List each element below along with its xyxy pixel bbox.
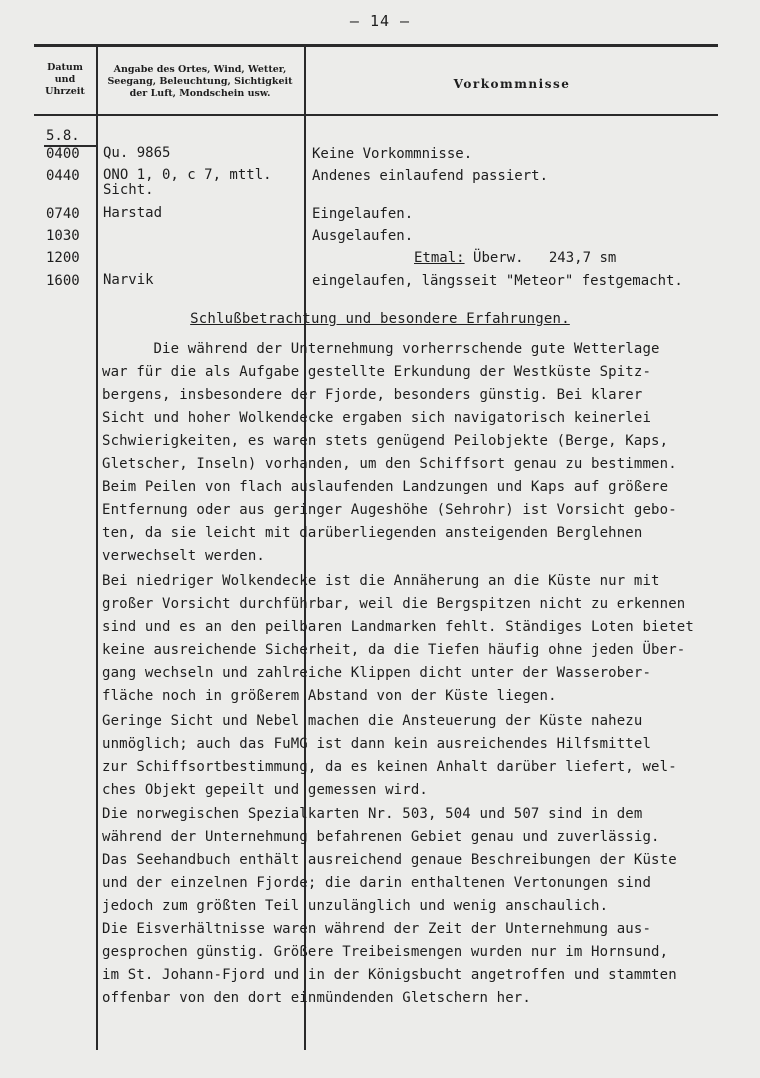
header-location-line: Angabe des Ortes, Wind, Wetter, [113,64,287,75]
log-location: Qu. 9865 [103,145,171,161]
prose-line: verwechselt werden. [102,548,265,564]
prose-line: Entfernung oder aus geringer Augeshöhe (Sehrohr) ist Vorsicht gebo- [102,502,677,518]
log-time: 1600 [46,273,80,289]
prose-line: keine ausreichende Sicherheit, da die Tiefen häufig ohne jeden Über- [102,642,686,658]
log-row [0,250,760,272]
prose-line: ten, da sie leicht mit darüberliegenden ansteigenden Berglehnen [102,525,643,541]
date-label: 5.8. [46,128,80,144]
header-events-column: Vorkommnisse [453,77,571,91]
prose-line: Die Eisverhältnisse waren während der Zeit der Unternehmung aus- [102,921,652,937]
log-event: Ausgelaufen. [312,228,414,244]
prose-line: war für die als Aufgabe gestellte Erkundung der Westküste Spitz- [102,364,652,380]
etmal-label: Etmal: [414,250,465,266]
prose-line: ches Objekt gepeilt und gemessen wird. [102,782,428,798]
log-event: Eingelaufen. [312,206,414,222]
log-location: Harstad [103,205,163,221]
log-event: Andenes einlaufend passiert. [312,168,549,184]
prose-line: Schwierigkeiten, es waren stets genügend Peilobjekte (Berge, Kaps, [102,433,669,449]
log-time: 0440 [46,168,80,184]
log-time: 1200 [46,250,80,266]
prose-line: Gletscher, Inseln) vorhanden, um den Schiffsort genau zu bestimmen. [102,456,677,472]
prose-line: sind und es an den peilbaren Landmarken fehlt. Ständiges Loten bietet [102,619,694,635]
prose-line: gesprochen günstig. Größere Treibeismengen wurden nur im Hornsund, [102,944,669,960]
header-date-line: Uhrzeit [45,86,85,97]
log-event [414,250,616,266]
column-divider-1 [96,46,98,1050]
prose-line: unmöglich; auch das FuMG ist dann kein ausreichendes Hilfsmittel [102,736,652,752]
log-event: Keine Vorkommnisse. [312,146,473,162]
log-row [0,228,760,250]
section-title: Schlußbetrachtung und besondere Erfahrungen. [190,311,570,327]
log-row [0,206,760,228]
prose-line: während der Unternehmung befahrenen Gebiet genau und zuverlässig. [102,829,660,845]
header-bottom-rule [34,114,718,116]
header-location-column [98,64,302,100]
prose-line: fläche noch in größerem Abstand von der Küste liegen. [102,688,557,704]
prose-line: im St. Johann-Fjord und in der Königsbucht angetroffen und stammten [102,967,677,983]
prose-line: jedoch zum größten Teil unzulänglich und wenig anschaulich. [102,898,609,914]
etmal-value: Überw. 243,7 sm [473,250,617,266]
prose-line: Sicht und hoher Wolkendecke ergaben sich navigatorisch keinerlei [102,410,652,426]
header-location-line: Seegang, Beleuchtung, Sichtigkeit [107,76,293,87]
header-location-line: der Luft, Mondschein usw. [129,88,271,99]
header-date-column [36,62,94,98]
prose-line: Geringe Sicht und Nebel machen die Ansteuerung der Küste nahezu [102,713,643,729]
log-location-line: ONO 1, 0, c 7, mttl. [103,167,272,183]
top-rule [34,44,718,47]
page-number: – 14 – [349,12,411,30]
log-time: 0740 [46,206,80,222]
log-row [0,273,760,295]
log-location-line: Sicht. [103,182,154,198]
prose-line: Beim Peilen von flach auslaufenden Landzungen und Kaps auf größere [102,479,669,495]
log-time: 0400 [46,146,80,162]
prose-line: Die norwegischen Spezialkarten Nr. 503, 504 und 507 sind in dem [102,806,643,822]
prose-line: Das Seehandbuch enthält ausreichend genaue Beschreibungen der Küste [102,852,677,868]
log-row [0,146,760,168]
prose-line: und der einzelnen Fjorde; die darin enthaltenen Vertonungen sind [102,875,652,891]
prose-line: Die während der Unternehmung vorherrschende gute Wetterlage [102,341,660,357]
prose-line: offenbar von den dort einmündenden Gletschern her. [102,990,531,1006]
header-date-line: Datum [47,62,83,73]
prose-line: bergens, insbesondere der Fjorde, besonders günstig. Bei klarer [102,387,643,403]
prose-line: zur Schiffsortbestimmung, da es keinen Anhalt darüber liefert, wel- [102,759,677,775]
prose-line: großer Vorsicht durchführbar, weil die Bergspitzen nicht zu erkennen [102,596,686,612]
prose-line: gang wechseln und zahlreiche Klippen dicht unter der Wasserober- [102,665,652,681]
log-row [0,167,760,198]
log-location: Narvik [103,272,154,288]
prose-line: Bei niedriger Wolkendecke ist die Annäherung an die Küste nur mit [102,573,660,589]
log-location [103,168,272,198]
log-time: 1030 [46,228,80,244]
header-date-line: und [54,74,76,85]
log-event: eingelaufen, längsseit "Meteor" festgemacht. [312,273,683,289]
